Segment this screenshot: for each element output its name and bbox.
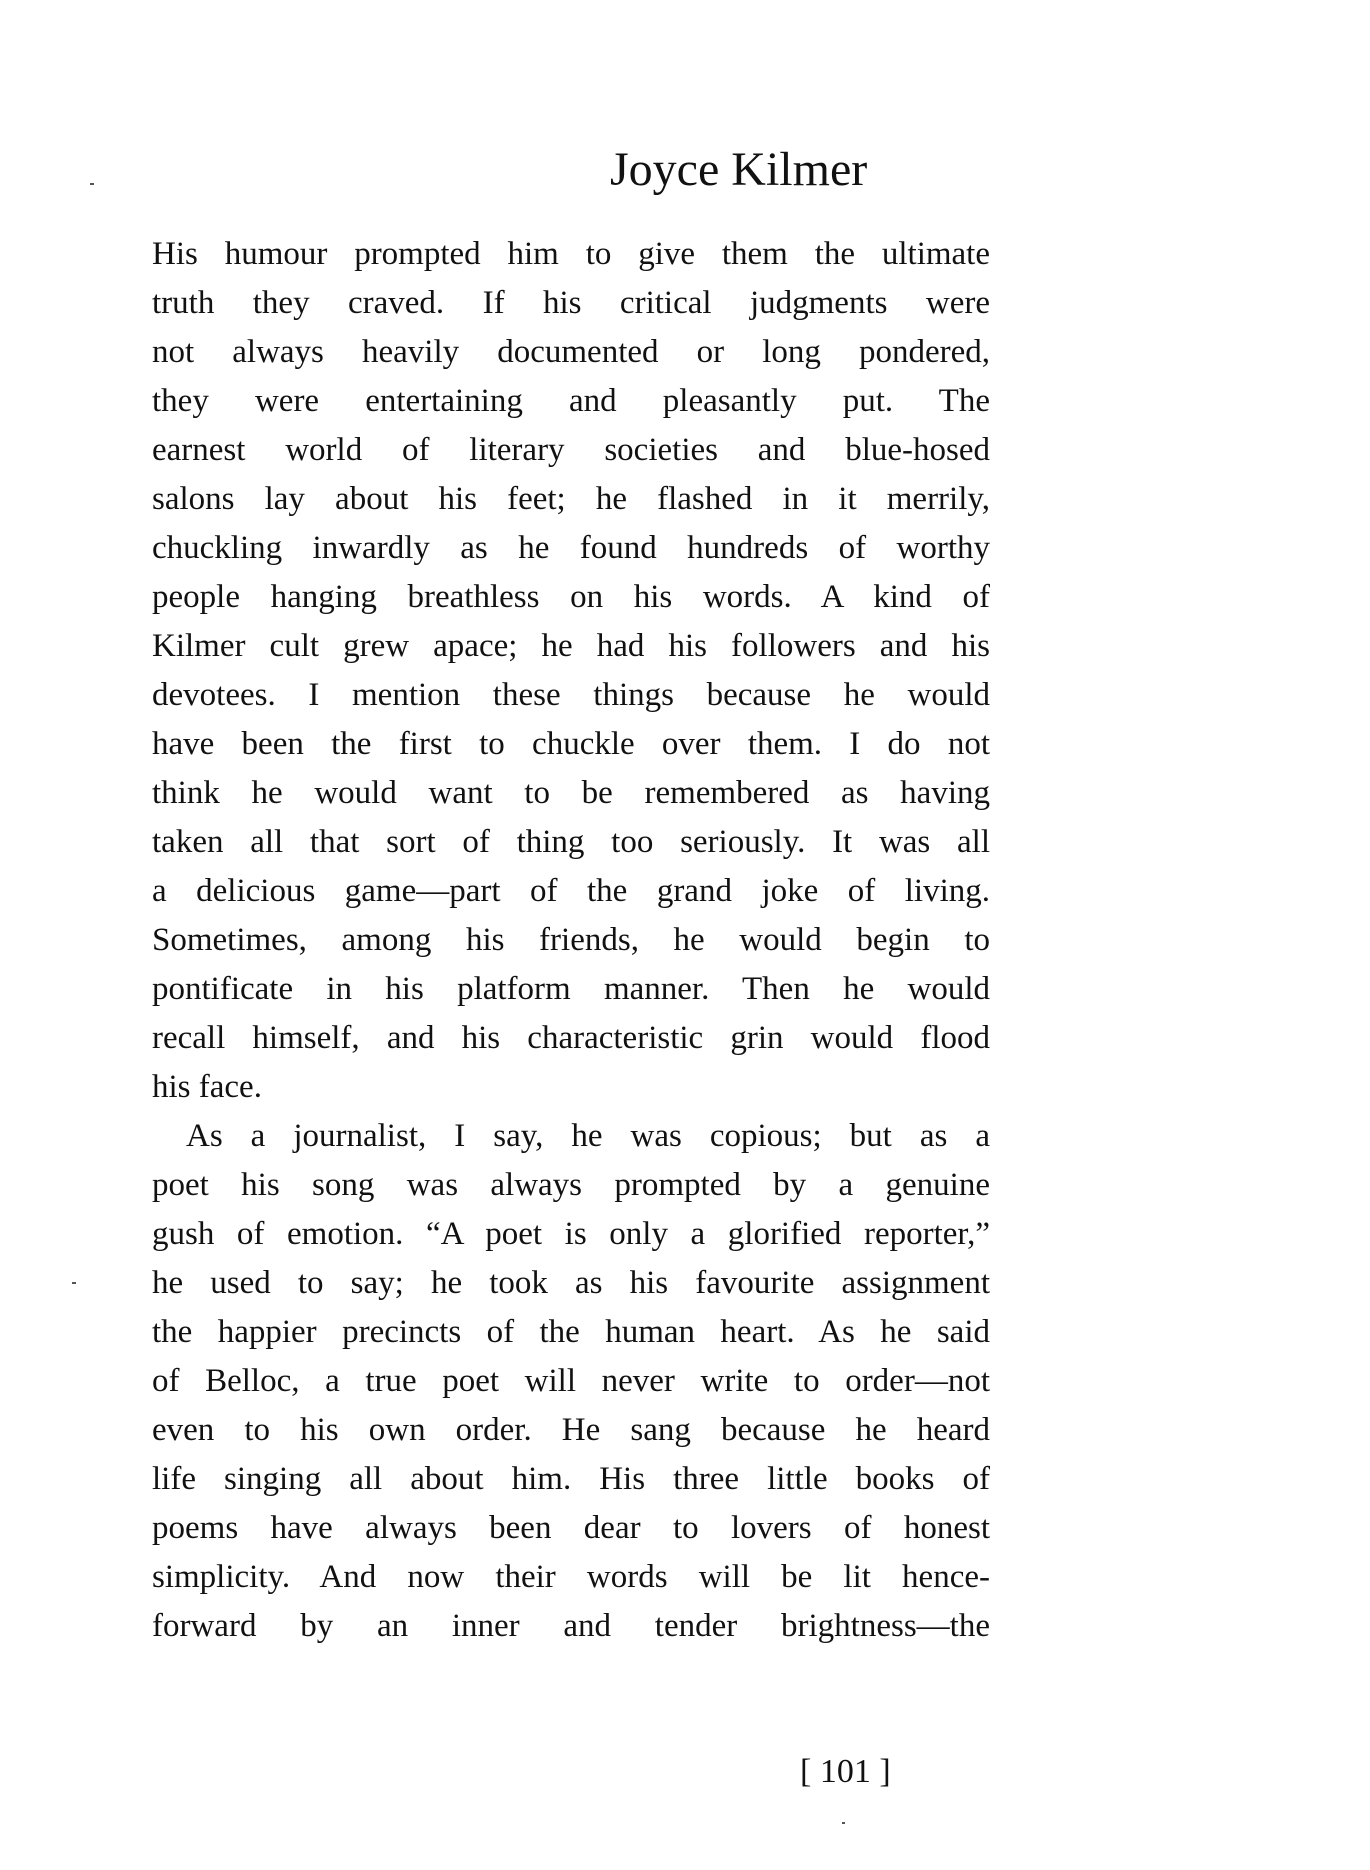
text-line: think he would want to be remembered as having (152, 775, 990, 811)
text-line: truth they craved. If his critical judgments were (152, 285, 990, 321)
text-line: the happier precincts of the human heart. As he said (152, 1314, 990, 1350)
scan-speck (72, 1282, 76, 1284)
text-line: poems have always been dear to lovers of honest (152, 1510, 990, 1546)
text-line: Sometimes, among his friends, he would begin to (152, 922, 990, 958)
text-line: not always heavily documented or long pondered, (152, 334, 990, 370)
paragraph-2 (152, 1112, 990, 1651)
text-line: simplicity. And now their words will be lit hence- (152, 1559, 990, 1595)
text-line: even to his own order. He sang because he heard (152, 1412, 990, 1448)
text-line: pontificate in his platform manner. Then he would (152, 971, 990, 1007)
text-line: life singing all about him. His three little books of (152, 1461, 990, 1497)
text-line: Kilmer cult grew apace; he had his followers and his (152, 628, 990, 664)
page-number: [ 101 ] (800, 1753, 891, 1790)
paragraph-1 (152, 230, 990, 1112)
text-line: taken all that sort of thing too seriously. It was all (152, 824, 990, 860)
text-line: they were entertaining and pleasantly put. The (152, 383, 990, 419)
text-line: his face. (152, 1069, 262, 1105)
text-line: His humour prompted him to give them the ultimate (152, 236, 990, 272)
text-line: devotees. I mention these things because he would (152, 677, 990, 713)
text-line: have been the first to chuckle over them. I do not (152, 726, 990, 762)
text-line: earnest world of literary societies and blue-hosed (152, 432, 990, 468)
text-line: salons lay about his feet; he flashed in it merrily, (152, 481, 990, 517)
text-line: gush of emotion. “A poet is only a glorified reporter,” (152, 1216, 990, 1252)
text-line: he used to say; he took as his favourite assignment (152, 1265, 990, 1301)
text-line: As a journalist, I say, he was copious; but as a (186, 1118, 990, 1154)
text-line: people hanging breathless on his words. A kind of (152, 579, 990, 615)
text-line: forward by an inner and tender brightness—the (152, 1608, 990, 1644)
scan-speck (842, 1822, 845, 1824)
text-line: of Belloc, a true poet will never write to order—not (152, 1363, 990, 1399)
scan-speck (90, 183, 94, 185)
text-line: poet his song was always prompted by a genuine (152, 1167, 990, 1203)
running-head: Joyce Kilmer (610, 143, 868, 196)
text-line: a delicious game—part of the grand joke of living. (152, 873, 990, 909)
text-line: recall himself, and his characteristic grin would flood (152, 1020, 990, 1056)
text-line: chuckling inwardly as he found hundreds of worthy (152, 530, 990, 566)
body-text (152, 230, 990, 1651)
